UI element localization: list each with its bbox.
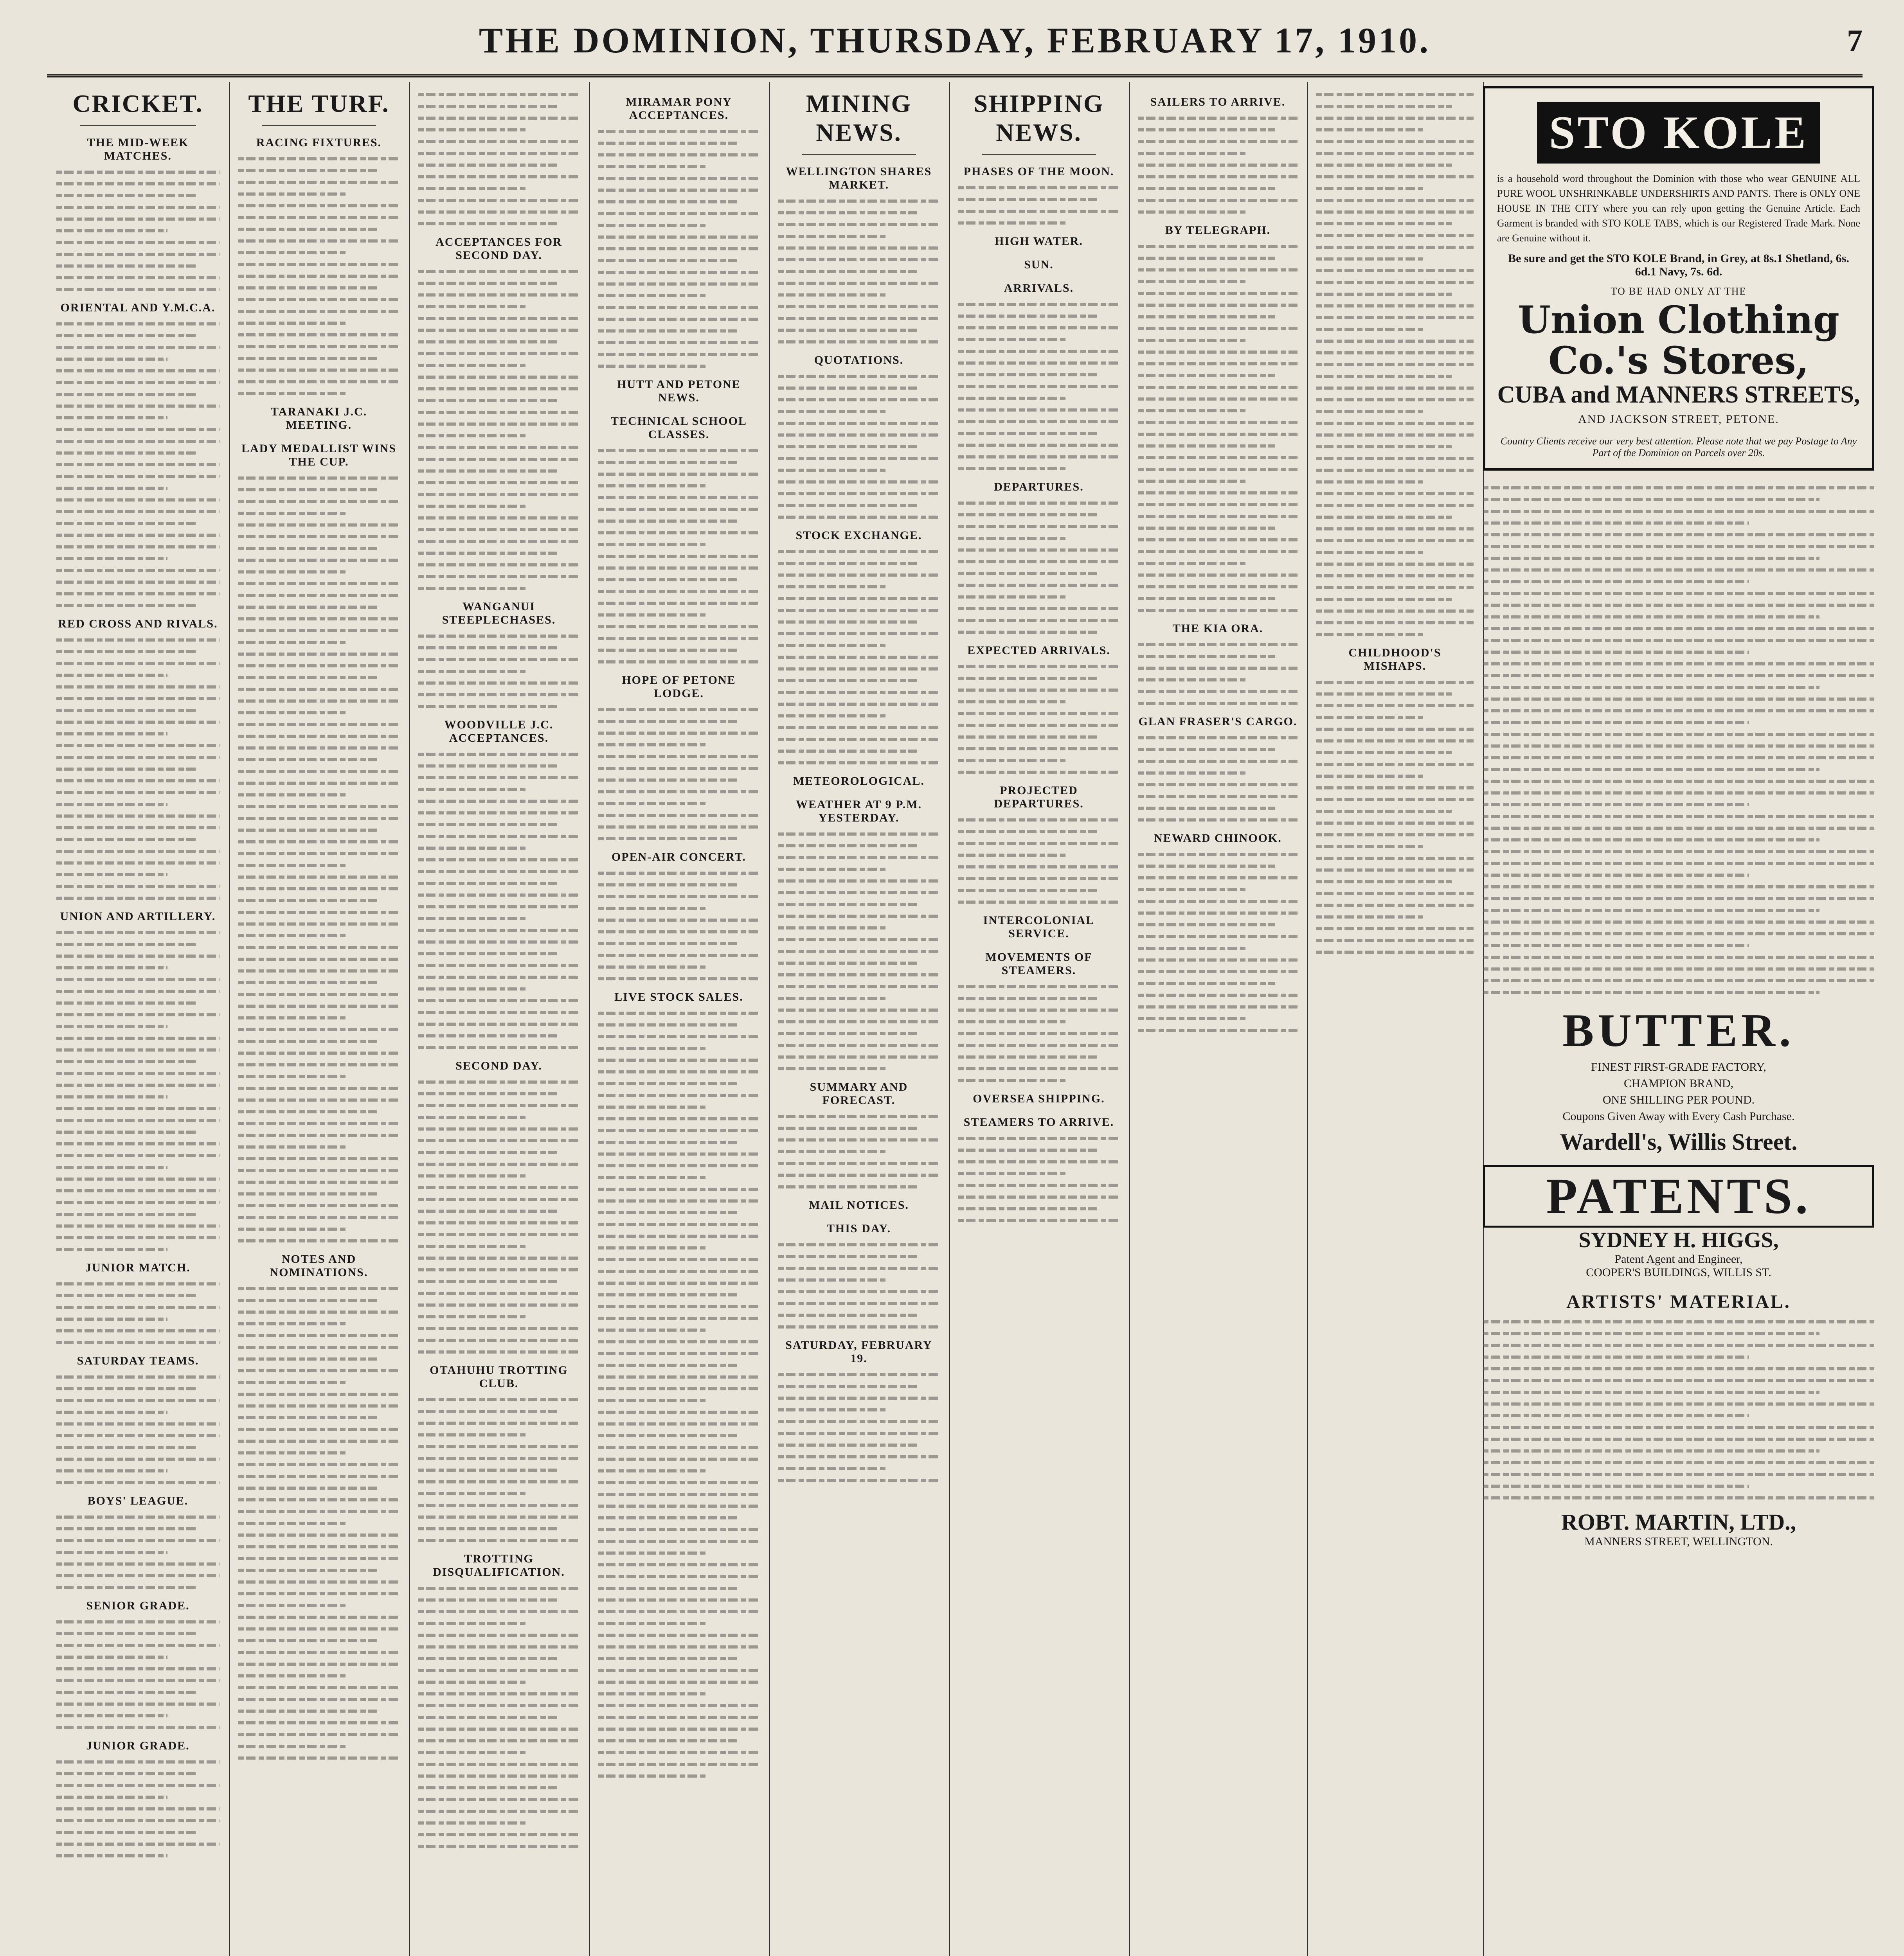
subhead: MAIL NOTICES. [808, 1199, 909, 1212]
subhead: SAILERS TO ARRIVE. [1150, 95, 1286, 108]
article-text [1138, 643, 1298, 705]
article-text [598, 449, 759, 663]
subhead: UNION AND ARTILLERY. [60, 910, 216, 923]
column-sailers [1129, 82, 1308, 1956]
store-address: AND JACKSON STREET, PETONE. [1578, 413, 1779, 426]
subhead: SUN. [1024, 258, 1054, 271]
subhead: SATURDAY TEAMS. [77, 1354, 199, 1367]
subhead: RACING FIXTURES. [256, 136, 382, 149]
subhead: WOODVILLE J.C. ACCEPTANCES. [444, 718, 554, 744]
store-streets: CUBA and MANNERS STREETS, [1497, 381, 1860, 408]
subhead: HIGH WATER. [995, 235, 1083, 248]
subhead: OTAHUHU TROTTING CLUB. [430, 1364, 568, 1390]
article-text [56, 322, 220, 607]
article-text [778, 1243, 939, 1329]
article-text [1316, 93, 1474, 636]
column-head: THE TURF. [248, 90, 390, 117]
article-text [56, 638, 220, 900]
subhead: THE MID-WEEK MATCHES. [87, 136, 189, 162]
article-text [418, 635, 579, 708]
butter-line: ONE SHILLING PER POUND. [1602, 1093, 1755, 1106]
subhead: INTERCOLONIAL SERVICE. [983, 914, 1095, 940]
article-text [418, 1080, 579, 1354]
masthead [47, 16, 1863, 77]
artist-shop-address: MANNERS STREET, WELLINGTON. [1584, 1535, 1773, 1548]
column-mining [769, 82, 950, 1956]
subhead: HUTT AND PETONE NEWS. [617, 378, 741, 404]
article-text [1483, 1320, 1874, 1499]
subhead: MOVEMENTS OF STEAMERS. [985, 951, 1092, 977]
article-text [598, 708, 759, 840]
article-text [418, 1398, 579, 1542]
page-number: 7 [1847, 24, 1863, 58]
subhead: STOCK EXCHANGE. [795, 529, 922, 542]
page-title: THE DOMINION, THURSDAY, FEBRUARY 17, 1910. [479, 20, 1431, 60]
subhead: TROTTING DISQUALIFICATION. [433, 1552, 565, 1578]
subhead: STEAMERS TO ARRIVE. [963, 1116, 1114, 1129]
subhead: JUNIOR MATCH. [85, 1261, 191, 1274]
subhead: BOYS' LEAGUE. [87, 1494, 189, 1507]
stokole-obtain: TO BE HAD ONLY AT THE [1611, 286, 1747, 297]
subhead: RED CROSS AND RIVALS. [58, 617, 218, 630]
article-text [238, 157, 400, 395]
article-text [958, 303, 1119, 470]
subhead: SATURDAY, FEBRUARY 19. [785, 1339, 932, 1365]
article-text [958, 665, 1119, 774]
subhead: EXPECTED ARRIVALS. [967, 644, 1110, 657]
article-text [958, 1137, 1119, 1222]
butter-shop: Wardell's, Willis Street. [1560, 1129, 1798, 1155]
article-text [56, 171, 220, 291]
subhead: DEPARTURES. [994, 480, 1084, 493]
subhead: ACCEPTANCES FOR SECOND DAY. [436, 236, 562, 262]
subhead: OVERSEA SHIPPING. [973, 1092, 1105, 1105]
column-misc [1307, 82, 1484, 1956]
subhead: OPEN-AIR CONCERT. [611, 850, 747, 863]
subhead: WANGANUI STEEPLECHASES. [442, 600, 556, 626]
subhead: TARANAKI J.C. MEETING. [270, 405, 367, 431]
article-text [56, 1375, 220, 1484]
subhead: SUMMARY AND FORECAST. [810, 1080, 908, 1107]
butter-line: FINEST FIRST-GRADE FACTORY, [1591, 1061, 1766, 1073]
column-acceptances [409, 82, 590, 1956]
article-text [418, 753, 579, 1049]
column-head: CRICKET. [72, 90, 203, 117]
stokole-price: Be sure and get the STO KOLE Brand, in Grey, at 8s.1 Shetland, 6s. 6d.1 Navy, 7s. 6d. [1508, 252, 1849, 278]
column-head: MINING NEWS. [806, 90, 912, 146]
subhead: QUOTATIONS. [814, 354, 904, 367]
store-name: Union Clothing Co.'s Stores, [1518, 298, 1839, 383]
subhead: PHASES OF THE MOON. [963, 165, 1114, 178]
subhead: BY TELEGRAPH. [1165, 224, 1271, 237]
article-text [418, 270, 579, 590]
article-text [418, 93, 579, 225]
article-text [598, 872, 759, 980]
subhead: CHILDHOOD'S MISHAPS. [1348, 646, 1441, 672]
butter-head: BUTTER. [1562, 1004, 1795, 1056]
patents-head: PATENTS. [1483, 1165, 1874, 1228]
subhead: HOPE OF PETONE LODGE. [622, 674, 736, 700]
article-text [56, 1516, 220, 1589]
article-text [598, 1012, 759, 1778]
article-text [1483, 486, 1874, 994]
subhead: LADY MEDALLIST WINS THE CUP. [241, 442, 396, 468]
subhead: THIS DAY. [826, 1222, 891, 1235]
article-text [56, 1282, 220, 1344]
subhead: GLAN FRASER'S CARGO. [1138, 715, 1298, 728]
subhead: TECHNICAL SCHOOL CLASSES. [611, 415, 747, 441]
subhead: ORIENTAL AND Y.M.C.A. [60, 301, 216, 314]
artist-shop: ROBT. MARTIN, LTD., [1561, 1509, 1796, 1535]
subhead: WELLINGTON SHARES MARKET. [786, 165, 932, 191]
subhead: SECOND DAY. [455, 1059, 542, 1072]
subhead: JUNIOR GRADE. [86, 1739, 190, 1752]
article-text [958, 818, 1119, 904]
patent-agent-address: COOPER'S BUILDINGS, WILLIS ST. [1586, 1266, 1771, 1279]
stokole-text: is a household word throughout the Dominion with those who wear GENUINE ALL PURE WOOL UNSHRINKABLE UNDERSHIRTS AND PANTS. There is ONLY ONE HOUSE IN THE CITY where you can rely upon getting the Genuine Article. Each Garment is branded with STO KOLE TABS, which is our Registered Trade Mark. None are Genuine without it. [1497, 173, 1860, 244]
article-text [1138, 245, 1298, 612]
subhead: ARRIVALS. [1004, 282, 1074, 295]
butter-ad [1483, 1003, 1874, 1156]
article-text [778, 550, 939, 764]
column-hutt-petone [589, 82, 770, 1956]
artists-material-head: ARTISTS' MATERIAL. [1566, 1291, 1791, 1312]
subhead: LIVE STOCK SALES. [614, 991, 743, 1003]
column-head: SHIPPING NEWS. [974, 90, 1104, 146]
article-text [778, 1115, 939, 1188]
subhead: SENIOR GRADE. [86, 1599, 190, 1612]
subhead: PROJECTED DEPARTURES. [994, 784, 1084, 810]
article-text [238, 1287, 400, 1760]
column-cricket [47, 82, 230, 1956]
article-text [778, 1373, 939, 1482]
article-text [958, 502, 1119, 634]
advertisements [1483, 86, 1874, 1548]
stokole-ad [1483, 86, 1874, 471]
table-text [56, 1760, 220, 1857]
table-text [958, 186, 1119, 225]
subhead: METEOROLOGICAL. [793, 775, 925, 787]
subhead: NEWARD CHINOOK. [1154, 832, 1282, 845]
article-text [1138, 853, 1298, 1032]
subhead: THE KIA ORA. [1172, 622, 1263, 635]
stokole-brand: STO KOLE [1537, 102, 1820, 164]
subhead: NOTES AND NOMINATIONS. [270, 1253, 368, 1279]
article-text [598, 130, 759, 368]
butter-line: CHAMPION BRAND, [1623, 1077, 1734, 1090]
article-text [1138, 736, 1298, 822]
subhead: MIRAMAR PONY ACCEPTANCES. [626, 95, 732, 122]
article-text [778, 200, 939, 343]
patent-agent-name: SYDNEY H. HIGGS, [1578, 1228, 1779, 1252]
table-text [778, 375, 939, 519]
column-turf [229, 82, 410, 1956]
article-text [56, 931, 220, 1251]
article-text [778, 832, 939, 1070]
subhead: WEATHER AT 9 P.M. YESTERDAY. [795, 798, 922, 824]
patent-agent-role: Patent Agent and Engineer, [1614, 1253, 1743, 1266]
article-text [418, 1587, 579, 1848]
table-text [56, 1620, 220, 1729]
article-text [1316, 681, 1474, 954]
column-shipping [949, 82, 1130, 1956]
article-text [238, 476, 400, 1242]
store-note: Country Clients receive our very best attention. Please note that we pay Postage to Any Part of the Dominion on Parcels over 20s. [1500, 435, 1857, 458]
butter-line: Coupons Given Away with Every Cash Purchase. [1562, 1110, 1795, 1123]
article-text [1138, 117, 1298, 214]
article-text [958, 985, 1119, 1082]
